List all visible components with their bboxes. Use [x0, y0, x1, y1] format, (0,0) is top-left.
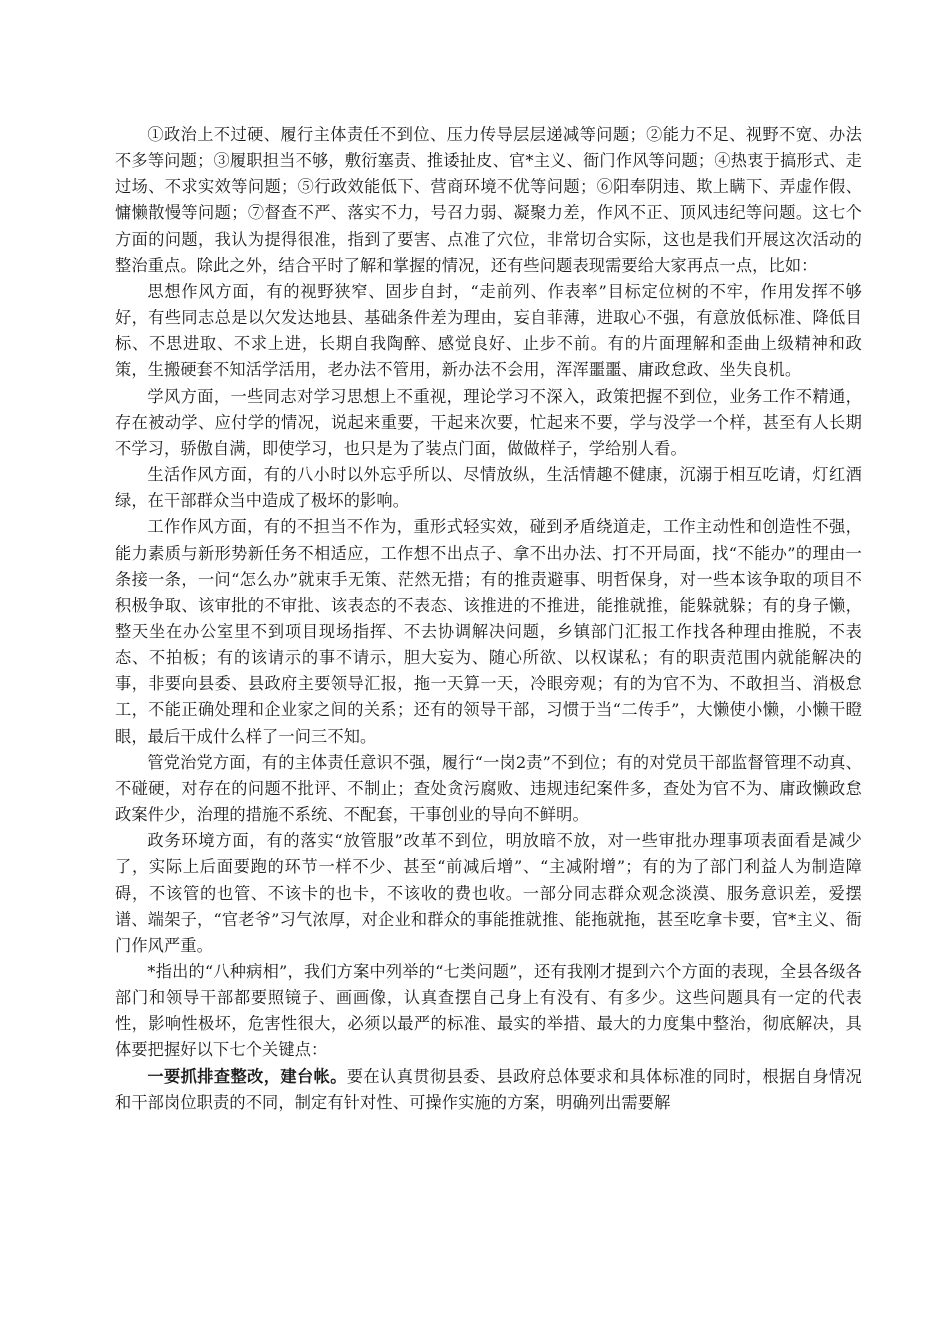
paragraph-key-point-one — [115, 1064, 862, 1116]
paragraph-summary: *指出的“八种病相”，我们方案中列举的“七类问题”，还有我刚才提到六个方面的表现，全县各级各部门和领导干部都要照镜子、画画像，认真查摆自己身上有没有、有多少。这些问题具有一定的代表性，影响性极坏，危害性很大，必须以最严的标准、最实的举措、最大的力度集中整治，彻底解决，具体要把握好以下七个关键点： — [115, 962, 862, 1060]
paragraph-party-governance: 管党治党方面，有的主体责任意识不强，履行“一岗2责”不到位；有的对党员干部监督管理不动真、不碰硬，对存在的问题不批评、不制止；查处贪污腐败、违规违纪案件多，查处为官不为、庸政懒政怠政案件少，治理的措施不系统、不配套，干事创业的导向不鲜明。 — [115, 752, 862, 825]
paragraph-study-style: 学风方面，一些同志对学习思想上不重视，理论学习不深入，政策把握不到位，业务工作不精通，存在被动学、应付学的情况，说起来重要，干起来次要，忙起来不要，学与没学一个样，甚至有人长期不学习，骄傲自满，即使学习，也只是为了装点门面，做做样子，学给别人看。 — [115, 386, 862, 458]
paragraph-government-environment: 政务环境方面，有的落实“放管服”改革不到位，明放暗不放，对一些审批办理事项表面看是减少了，实际上后面要跑的环节一样不少、甚至“前减后增”、“主减附增”；有的为了部门利益人为制造障碍，不该管的也管、不该卡的也卡，不该收的费也收。一部分同志群众观念淡漠、服务意识差，爱摆谱、端架子，“官老爷”习气浓厚，对企业和群众的事能推就推、能拖就拖，甚至吃拿卡要，官*主义、衙门作风严重。 — [115, 831, 862, 955]
paragraph-life-style: 生活作风方面，有的八小时以外忘乎所以、尽情放纵，生活情趣不健康，沉溺于相互吃请，灯红酒绿，在干部群众当中造成了极坏的影响。 — [115, 465, 862, 511]
paragraph-work-style: 工作作风方面，有的不担当不作为，重形式轻实效，碰到矛盾绕道走，工作主动性和创造性不强，能力素质与新形势新任务不相适应，工作想不出点子、拿不出办法、打不开局面，找“不能办”的理由一条接一条，一问“怎么办”就束手无策、茫然无措；有的推责避事、明哲保身，对一些本该争取的项目不积极争取、该审批的不审批、该表态的不表态、该推进的不推进，能推就推，能躲就躲；有的身子懒，整天坐在办公室里不到项目现场指挥、不去协调解决问题，乡镇部门汇报工作找各种理由推脱，不表态、不拍板；有的该请示的事不请示，胆大妄为、随心所欲、以权谋私；有的职责范围内就能解决的事，非要向县委、县政府主要领导汇报，拖一天算一天，冷眼旁观；有的为官不为、不敢担当、消极怠工，不能正确处理和企业家之间的关系；还有的领导干部，习惯于当“二传手”，大懒使小懒，小懒干瞪眼，最后干成什么样了一问三不知。 — [115, 517, 862, 746]
paragraph-problems-list: ①政治上不过硬、履行主体责任不到位、压力传导层层递减等问题；②能力不足、视野不宽、办法不多等问题；③履职担当不够，敷衍塞责、推诿扯皮、官*主义、衙门作风等问题；④热衷于搞形式、走过场、不求实效等问题；⑤行政效能低下、营商环境不优等问题；⑥阳奉阴违、欺上瞒下、弄虚作假、慵懒散慢等问题；⑦督查不严、落实不力，号召力弱、凝聚力差，作风不正、顶风违纪等问题。这七个方面的问题，我认为提得很准，指到了要害、点准了穴位，非常切合实际，这也是我们开展这次活动的整治重点。除此之外，结合平时了解和掌握的情况，还有些问题表现需要给大家再点一点，比如： — [115, 125, 862, 275]
paragraph-thinking-style: 思想作风方面，有的视野狭窄、固步自封，“走前列、作表率”目标定位树的不牢，作用发挥不够好，有些同志总是以欠发达地县、基础条件差为理由，妄自菲薄，进取心不强，有意放低标准、降低目标、不思进取、不求上进，长期自我陶醉、感觉良好、止步不前。有的片面理解和歪曲上级精神和政策，生搬硬套不知活学活用，老办法不管用，新办法不会用，浑浑噩噩、庸政怠政、坐失良机。 — [115, 281, 862, 380]
key-point-heading: 一要抓排查整改，建台帐。 — [147, 1066, 347, 1086]
document-body — [115, 122, 862, 1116]
key-point-text: 要在认真贯彻县委、县政府总体要求和具体标准的同时，根据自身情况和干部岗位职责的不同，制定有针对性、可操作实施的方案，明确列出需要解 — [115, 1066, 862, 1112]
